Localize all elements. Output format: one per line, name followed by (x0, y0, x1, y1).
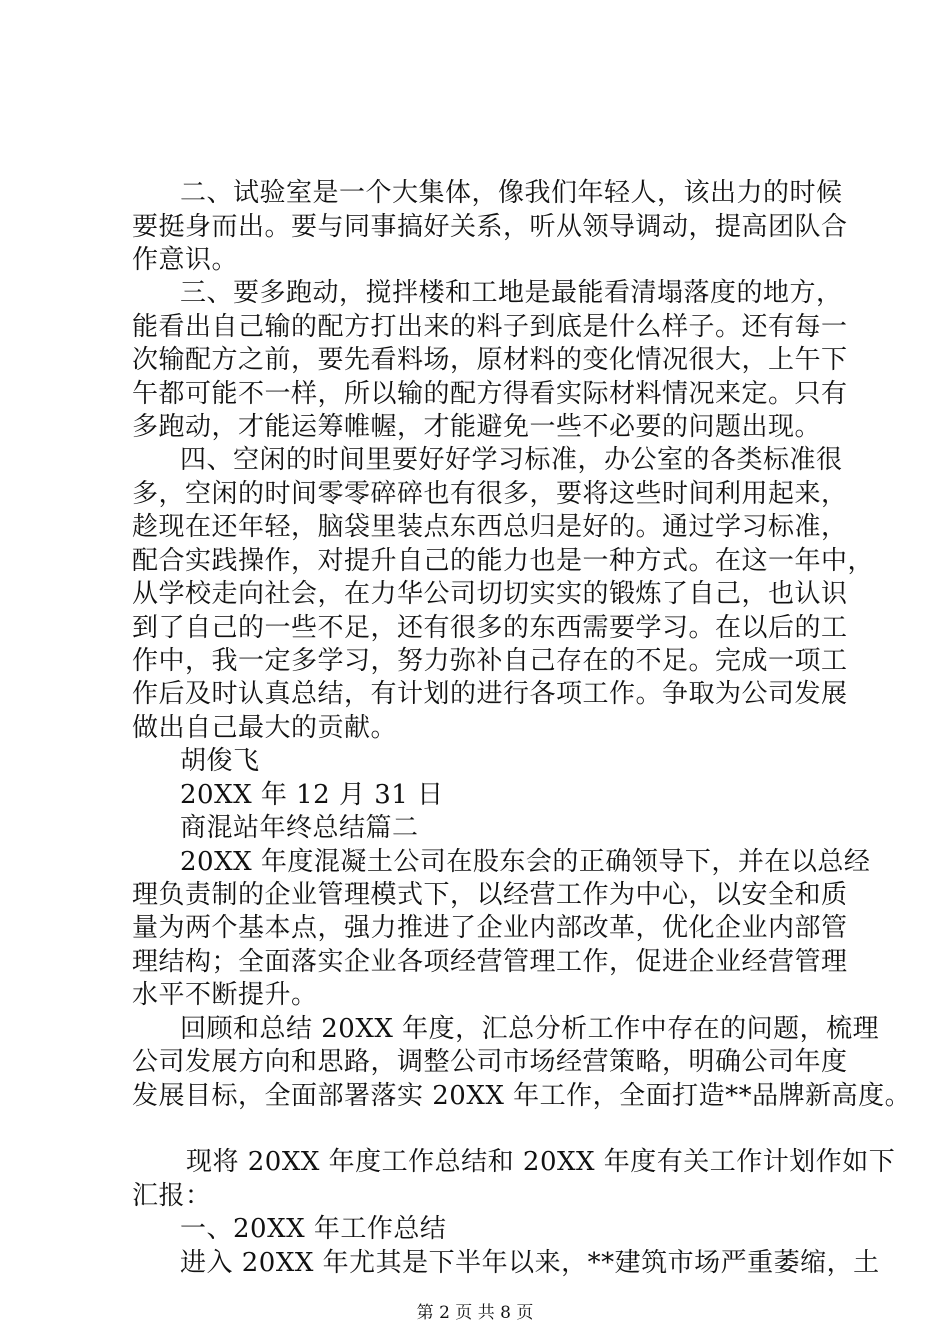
section-title: 商混站年终总结篇二 (180, 813, 419, 843)
paragraph-line: 公司发展方向和思路，调整公司市场经营策略，明确公司年度 (132, 1047, 848, 1077)
paragraph-line: 多跑动，才能运筹帷幄，才能避免一些不必要的问题出现。 (132, 412, 822, 442)
signature-name: 胡俊飞 (180, 746, 260, 776)
paragraph-line: 多，空闲的时间零零碎碎也有很多，要将这些时间利用起来， (132, 479, 848, 509)
paragraph-line: 配合实践操作，对提升自己的能力也是一种方式。在这一年中， (132, 546, 875, 576)
paragraph-line: 作中，我一定多学习，努力弥补自己存在的不足。完成一项工 (132, 646, 848, 676)
paragraph-line: 到了自己的一些不足，还有很多的东西需要学习。在以后的工 (132, 613, 848, 643)
paragraph-line: 水平不断提升。 (132, 980, 318, 1010)
paragraph-line: 回顾和总结 20XX 年度，汇总分析工作中存在的问题，梳理 (180, 1014, 880, 1044)
paragraph-line: 趁现在还年轻，脑袋里装点东西总归是好的。通过学习标准， (132, 512, 848, 542)
section-heading: 一、20XX 年工作总结 (180, 1214, 447, 1244)
paragraph-line: 要挺身而出。要与同事搞好关系，听从领导调动，提高团队合 (132, 212, 848, 242)
paragraph-line: 午都可能不一样，所以输的配方得看实际材料情况来定。只有 (132, 379, 848, 409)
paragraph-line: 做出自己最大的贡献。 (132, 713, 398, 743)
paragraph-line: 四、空闲的时间里要好好学习标准，办公室的各类标准很 (180, 445, 843, 475)
paragraph-line: 理结构；全面落实企业各项经营管理工作，促进企业经营管理 (132, 947, 848, 977)
signature-date: 20XX 年 12 月 31 日 (180, 780, 444, 810)
paragraph-line: 20XX 年度混凝土公司在股东会的正确领导下，并在以总经 (180, 847, 871, 877)
paragraph-line: 作意识。 (132, 245, 239, 275)
paragraph-line: 汇报： (132, 1181, 212, 1211)
paragraph-line: 从学校走向社会，在力华公司切切实实的锻炼了自己，也认识 (132, 579, 848, 609)
paragraph-line: 三、要多跑动，搅拌楼和工地是最能看清塌落度的地方， (180, 278, 843, 308)
page-number-footer: 第 2 页 共 8 页 (416, 1303, 534, 1323)
paragraph-line: 作后及时认真总结，有计划的进行各项工作。争取为公司发展 (132, 679, 848, 709)
paragraph-line: 进入 20XX 年尤其是下半年以来，**建筑市场严重萎缩，土 (180, 1248, 880, 1278)
paragraph-line: 现将 20XX 年度工作总结和 20XX 年度有关工作计划作如下 (186, 1147, 896, 1177)
paragraph-line: 理负责制的企业管理模式下，以经营工作为中心，以安全和质 (132, 880, 848, 910)
paragraph-line: 发展目标，全面部署落实 20XX 年工作，全面打造**品牌新高度。 (132, 1081, 912, 1111)
paragraph-line: 次输配方之前，要先看料场，原材料的变化情况很大，上午下 (132, 345, 848, 375)
paragraph-line: 量为两个基本点，强力推进了企业内部改革，优化企业内部管 (132, 913, 848, 943)
paragraph-line: 二、试验室是一个大集体，像我们年轻人，该出力的时候 (180, 178, 843, 208)
paragraph-line: 能看出自己输的配方打出来的料子到底是什么样子。还有每一 (132, 312, 848, 342)
